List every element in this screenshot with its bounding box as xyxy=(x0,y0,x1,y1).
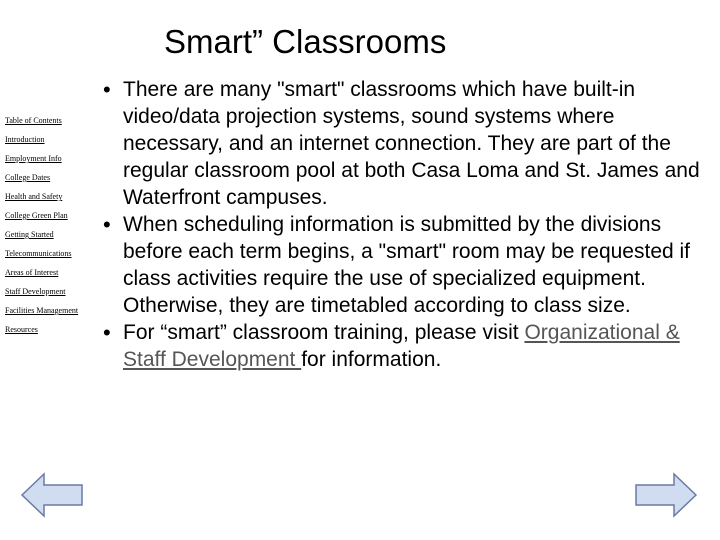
nav-item-staff-development xyxy=(5,284,115,303)
nav-item-resources xyxy=(5,322,115,341)
left-arrow-shape xyxy=(22,474,82,516)
staff-development-link[interactable]: Organizational & Staff Development xyxy=(123,321,680,371)
sidebar-nav xyxy=(5,113,115,341)
training-prefix: For “smart” classroom training, please visit xyxy=(123,321,525,344)
bullet-text: When scheduling information is submitted by the divisions before each term begins, a "smart" room may be requested if class activities require the use of specialized equipment. Otherwise, they are timetabled according to class size. xyxy=(123,213,691,317)
nav-link-introduction[interactable]: Introduction xyxy=(5,135,45,144)
nav-item-getting-started xyxy=(5,227,115,246)
nav-link-getting-started[interactable]: Getting Started xyxy=(5,230,54,239)
bullet-list xyxy=(103,76,718,373)
training-suffix: for information. xyxy=(301,348,442,371)
nav-item-employment-info xyxy=(5,151,115,170)
right-arrow-shape xyxy=(636,474,696,516)
bullet-item xyxy=(103,76,718,211)
nav-item-areas-of-interest xyxy=(5,265,115,284)
nav-item-telecommunications xyxy=(5,246,115,265)
bullet-marker: • xyxy=(103,320,111,345)
left-arrow-icon[interactable] xyxy=(20,472,84,518)
nav-link-college-green-plan[interactable]: College Green Plan xyxy=(5,211,68,220)
nav-item-health-and-safety xyxy=(5,189,115,208)
bullet-marker: • xyxy=(103,77,111,102)
nav-item-table-of-contents xyxy=(5,113,115,132)
nav-link-college-dates[interactable]: College Dates xyxy=(5,173,51,182)
bullet-item xyxy=(103,319,718,373)
nav-link-health-and-safety[interactable]: Health and Safety xyxy=(5,192,63,201)
slide-title: Smart” Classrooms xyxy=(164,23,447,60)
nav-item-facilities-management xyxy=(5,303,115,322)
bullet-item xyxy=(103,211,718,319)
bullet-text: There are many "smart" classrooms which have built-in video/data projection systems, sound systems where necessary, and an internet connection. They are part of the regular classroom pool at both Casa Loma and St. James and Waterfront campuses. xyxy=(123,78,700,209)
nav-link-employment-info[interactable]: Employment Info xyxy=(5,154,62,163)
bullet-text-training xyxy=(123,319,718,373)
right-arrow-icon[interactable] xyxy=(634,472,698,518)
nav-link-table-of-contents[interactable]: Table of Contents xyxy=(5,116,62,125)
nav-item-introduction xyxy=(5,132,115,151)
nav-item-college-green-plan xyxy=(5,208,115,227)
nav-link-facilities-management[interactable]: Facilities Management xyxy=(5,306,79,315)
nav-link-staff-development[interactable]: Staff Development xyxy=(5,287,66,296)
bullet-marker: • xyxy=(103,212,111,237)
nav-link-resources[interactable]: Resources xyxy=(5,325,38,334)
nav-link-areas-of-interest[interactable]: Areas of Interest xyxy=(5,268,59,277)
nav-item-college-dates xyxy=(5,170,115,189)
nav-link-telecommunications[interactable]: Telecommunications xyxy=(5,249,72,258)
